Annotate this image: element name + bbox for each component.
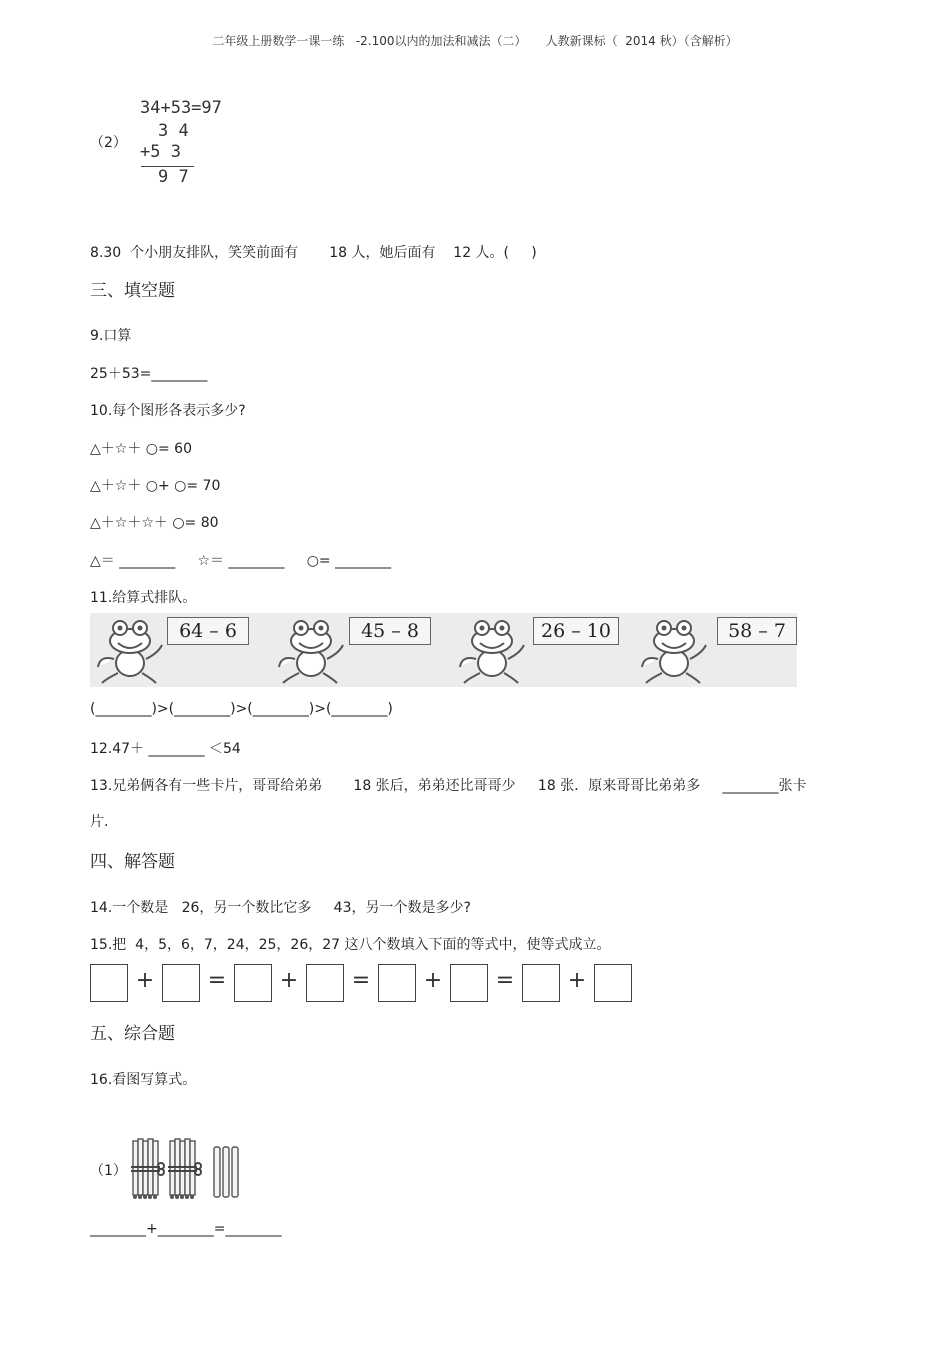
- page-header: 二年级上册数学一课一练 -2.100以内的加法和减法（二） 人教新课标（ 2014 秋）（含解析）: [212, 34, 738, 48]
- frog-icon: [636, 615, 708, 685]
- expression-card-4: 58 – 7: [717, 617, 797, 645]
- q7-part-label: （2）: [90, 135, 127, 151]
- q15-equation-boxes: [90, 964, 635, 1002]
- q14-text: 14.一个数是 26，另一个数比它多 43，另一个数是多少?: [90, 900, 471, 916]
- equals-sign: =: [495, 968, 515, 993]
- section-comprehensive: 五、综合题: [90, 1024, 175, 1044]
- answer-box[interactable]: [90, 964, 128, 1002]
- q10-title: 10.每个图形各表示多少?: [90, 403, 246, 419]
- q11-title: 11.给算式排队。: [90, 590, 197, 606]
- frog-icon: [92, 615, 164, 685]
- q9-expression: 25＋53=________: [90, 366, 208, 382]
- q7-addend-top: 3 4: [158, 121, 189, 141]
- expression-card-1: 64 – 6: [167, 617, 249, 645]
- q15-title: 15.把 4，5，6，7，24，25，26，27 这八个数填入下面的等式中，使等式成立。: [90, 937, 611, 953]
- q13-text-line-2: 片.: [90, 814, 109, 830]
- stick-bundles-icon: [130, 1137, 242, 1201]
- q9-title: 9.口算: [90, 328, 132, 344]
- answer-box[interactable]: [594, 964, 632, 1002]
- answer-box[interactable]: [306, 964, 344, 1002]
- q10-equation-2: △＋☆＋ ○+ ○= 70: [90, 478, 221, 494]
- answer-box[interactable]: [522, 964, 560, 1002]
- answer-box[interactable]: [234, 964, 272, 1002]
- q11-answer-line: (________)>(________)>(________)>(________): [90, 701, 393, 717]
- q11-frog-strip: [90, 613, 797, 687]
- q7-result: 9 7: [158, 167, 189, 187]
- plus-sign: +: [279, 968, 299, 993]
- equals-sign: =: [207, 968, 227, 993]
- q7-equation: 34+53=97: [140, 98, 222, 118]
- frog-icon: [273, 615, 345, 685]
- q12-text: 12.47＋ ________ ＜54: [90, 741, 241, 757]
- q10-answer-line: △＝ ________ ☆＝ ________ ○= ________: [90, 553, 392, 569]
- section-solve: 四、解答题: [90, 852, 175, 872]
- q13-text-line-1: 13.兄弟俩各有一些卡片，哥哥给弟弟 18 张后，弟弟还比哥哥少 18 张．原来哥哥比弟弟多 ________张卡: [90, 778, 807, 794]
- q10-equation-3: △＋☆＋☆＋ ○= 80: [90, 515, 219, 531]
- answer-box[interactable]: [162, 964, 200, 1002]
- equals-sign: =: [351, 968, 371, 993]
- q16-answer-line: ________+________=________: [90, 1221, 282, 1237]
- q16-title: 16.看图写算式。: [90, 1072, 197, 1088]
- plus-sign: +: [135, 968, 155, 993]
- q16-part-label: （1）: [90, 1163, 127, 1179]
- plus-sign: +: [567, 968, 587, 993]
- q10-equation-1: △＋☆＋ ○= 60: [90, 441, 192, 457]
- expression-card-3: 26 – 10: [533, 617, 619, 645]
- expression-card-2: 45 – 8: [349, 617, 431, 645]
- answer-box[interactable]: [450, 964, 488, 1002]
- plus-sign: +: [423, 968, 443, 993]
- frog-icon: [454, 615, 526, 685]
- answer-box[interactable]: [378, 964, 416, 1002]
- q7-addend-bottom: +5 3: [140, 142, 181, 162]
- q8-text: 8.30 个小朋友排队，笑笑前面有 18 人，她后面有 12 人。( ): [90, 245, 537, 261]
- section-fill-in: 三、填空题: [90, 281, 175, 301]
